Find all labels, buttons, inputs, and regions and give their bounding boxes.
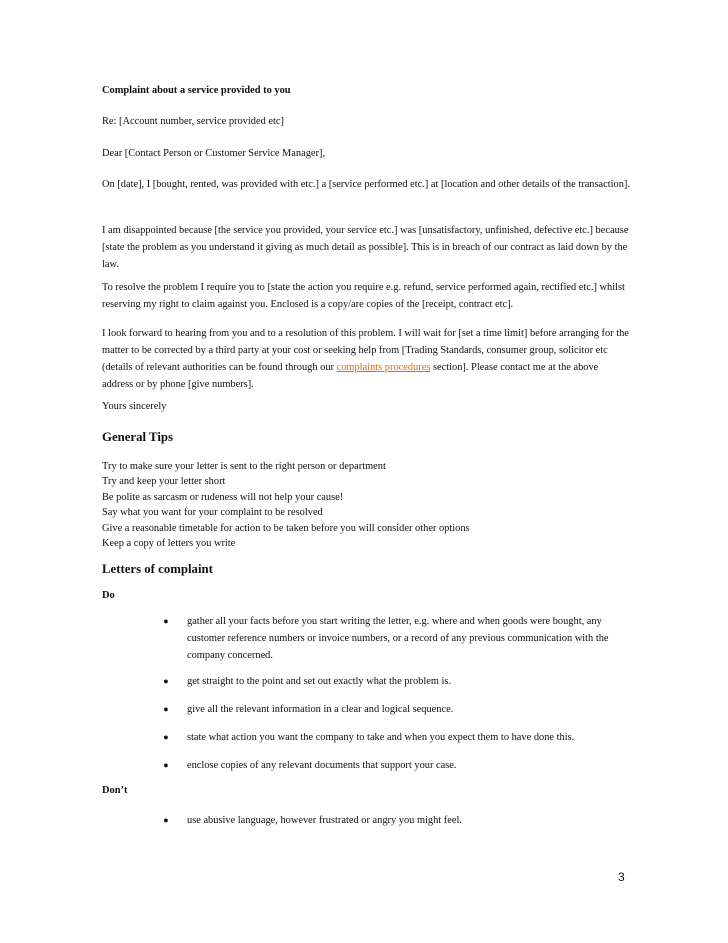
letter-subject: Complaint about a service provided to you: [102, 85, 291, 96]
dont-item-text: use abusive language, however frustrated or angry you might feel.: [187, 815, 462, 826]
do-item-text: give all the relevant information in a clear and logical sequence.: [187, 704, 454, 715]
letter-closing: Yours sincerely: [102, 401, 167, 412]
general-tips-heading: General Tips: [102, 430, 173, 444]
do-item-text: state what action you want the company to take and when you expect them to have done this.: [187, 732, 575, 743]
do-item-text: get straight to the point and set out exactly what the problem is.: [187, 676, 452, 687]
general-tip-item: Try to make sure your letter is sent to the right person or department: [102, 461, 386, 472]
letter-paragraph-1: On [date], I [bought, rented, was provided with etc.] a [service performed etc.] at [location and other details of the transaction].: [102, 179, 630, 190]
bullet-icon: ●: [163, 676, 169, 686]
letter-paragraph-3: To resolve the problem I require you to [state the action you require e.g. refund, service performed again, rectified etc.] whilst reserving my right to claim against you. Enclosed is a copy/are copies of the [receipt, contract etc].: [102, 282, 625, 310]
page-number: 3: [618, 870, 625, 884]
dont-label: Don’t: [102, 785, 128, 796]
bullet-icon: ●: [163, 815, 169, 825]
bullet-icon: ●: [163, 732, 169, 742]
bullet-icon: ●: [163, 616, 169, 626]
letter-paragraph-2: I am disappointed because [the service you provided, your service etc.] was [unsatisfactory, unfinished, defective etc.] because [state the problem as you understand it giving as much detail as possible]. This is in breach of our contract as laid down by the law.: [102, 225, 629, 270]
letters-of-complaint-heading: Letters of complaint: [102, 562, 213, 576]
complaints-procedures-link[interactable]: complaints procedures: [336, 362, 431, 373]
general-tip-item: Say what you want for your complaint to be resolved: [102, 507, 323, 519]
letter-salutation: Dear [Contact Person or Customer Service Manager],: [102, 148, 326, 159]
general-tip-item: Give a reasonable timetable for action to be taken before you will consider other options: [102, 522, 470, 534]
do-item-text: enclose copies of any relevant documents that support your case.: [187, 760, 457, 771]
general-tip-item: Be polite as sarcasm or rudeness will not help your cause!: [102, 491, 344, 503]
paragraph-4-text-after: section]. Please contact me at the above address or by phone [give numbers].: [102, 362, 599, 390]
do-label: Do: [102, 590, 115, 601]
bullet-icon: ●: [163, 704, 169, 714]
general-tips-list: [102, 459, 470, 551]
general-tip-item: Keep a copy of letters you write: [102, 538, 236, 550]
letter-paragraph-4: [102, 325, 632, 393]
paragraph-4-text-before: I look forward to hearing from you and to a resolution of this problem. I will wait for [set a time limit] before arranging for the matter to be corrected by a third party at your cost or seeking help from [Trading Standards, consumer group, solicitor etc (details of relevant authorities can be found through our: [102, 328, 629, 373]
letter-reference: Re: [Account number, service provided etc]: [102, 116, 284, 127]
general-tip-item: Try and keep your letter short: [102, 476, 226, 488]
do-item-text: gather all your facts before you start writing the letter, e.g. where and when goods were bought, any customer reference numbers or invoice numbers, or a record of any previous communication with the company concerned.: [187, 616, 609, 661]
bullet-icon: ●: [163, 760, 169, 770]
